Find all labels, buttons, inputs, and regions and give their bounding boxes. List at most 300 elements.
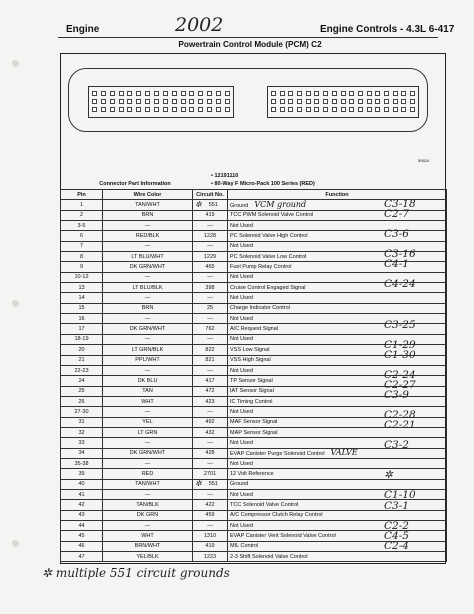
pin-cell <box>61 458 103 468</box>
wire-color-cell <box>103 489 193 499</box>
function-cell-text: EVAP Canister Purge Solenoid Control <box>230 450 325 457</box>
function-cell <box>228 541 447 551</box>
connector-pin <box>101 107 106 112</box>
connector-pin <box>127 107 132 112</box>
connector-pin <box>332 91 337 96</box>
connector-pin <box>349 107 354 112</box>
connector-pin <box>323 99 328 104</box>
pin-cell-text: 39 <box>78 470 85 477</box>
circuit-cell-text: — <box>207 491 213 498</box>
connector-pin <box>410 99 415 104</box>
function-cell-text: A/C Request Signal <box>230 326 278 333</box>
connector-pin <box>198 91 203 96</box>
part-number: 12191110 <box>214 173 239 179</box>
circuit-cell <box>193 376 228 386</box>
function-cell-text: Not Used <box>230 367 253 374</box>
pin-cell <box>61 469 103 479</box>
pin-cell <box>61 479 103 489</box>
handwritten-connector-note: C3-25 <box>384 318 416 331</box>
pin-cell-text: 3-5 <box>77 222 86 229</box>
function-cell <box>228 552 447 562</box>
function-cell-text: PC Solenoid Valve High Control <box>230 233 308 240</box>
function-cell <box>228 500 447 510</box>
circuit-cell <box>193 262 228 272</box>
handwritten-connector-note: C2-21 <box>384 419 416 432</box>
pin-cell-text: 25 <box>78 388 85 395</box>
binder-hole <box>12 540 19 547</box>
pin-cell-text: 9 <box>79 264 84 271</box>
connector-pin <box>172 107 177 112</box>
connector-pin <box>154 99 159 104</box>
connector-pin <box>314 91 319 96</box>
wire-color-cell-text: — <box>144 336 151 343</box>
function-cell <box>228 221 447 231</box>
pin-cell <box>61 521 103 531</box>
connector-pin <box>384 91 389 96</box>
connector-pin <box>198 107 203 112</box>
wire-color-cell <box>103 500 193 510</box>
pin-cell <box>61 489 103 499</box>
pin-cell-text: 14 <box>78 295 85 302</box>
handwritten-year: 2002 <box>175 14 224 36</box>
circuit-cell <box>193 272 228 282</box>
pin-cell <box>61 365 103 375</box>
pin-cell <box>61 334 103 344</box>
wire-color-cell-text: — <box>144 315 151 322</box>
connector-pin <box>341 99 346 104</box>
pin-cell-text: 1 <box>79 202 84 209</box>
circuit-cell <box>193 448 228 458</box>
function-cell-text: Not Used <box>230 295 253 302</box>
function-cell-text: Not Used <box>230 408 253 415</box>
circuit-cell <box>193 355 228 365</box>
circuit-cell <box>193 396 228 406</box>
column-header-pin: Pin <box>61 190 103 200</box>
circuit-cell <box>193 438 228 448</box>
function-cell-text: Not Used <box>230 336 253 343</box>
connector-pin <box>375 107 380 112</box>
handwritten-connector-note: ✲ <box>384 469 393 482</box>
connector-pin <box>216 91 221 96</box>
function-cell-text: PC Solenoid Valve Low Control <box>230 253 307 260</box>
connector-pin <box>225 107 230 112</box>
circuit-cell <box>193 469 228 479</box>
pin-cell <box>61 531 103 541</box>
wire-color-cell-text: DK BLU <box>137 377 158 384</box>
connector-pin <box>110 91 115 96</box>
column-header-wire-color: Wire Color <box>103 190 193 200</box>
pin-cell-text: 2 <box>79 212 84 219</box>
pin-cell <box>61 303 103 313</box>
header-page-ref: Engine Controls - 4.3L 6-417 <box>320 24 455 35</box>
connector-pin <box>349 91 354 96</box>
circuit-cell <box>193 303 228 313</box>
wire-color-cell <box>103 448 193 458</box>
wire-color-cell <box>103 324 193 334</box>
handwritten-connector-note: C1-29 <box>384 338 416 351</box>
wire-color-cell-text: PPL/WHT <box>135 357 160 364</box>
pin-cell <box>61 252 103 262</box>
handwritten-connector-note: C2-2 <box>384 519 409 532</box>
connector-pin <box>280 99 285 104</box>
connector-pin <box>384 107 389 112</box>
circuit-cell-text: — <box>207 295 213 302</box>
function-cell-text: Not Used <box>230 274 253 281</box>
pin-cell-text: 8 <box>79 253 84 260</box>
circuit-cell-text: 1228 <box>203 233 217 240</box>
function-cell <box>228 210 447 220</box>
function-cell-text: Ground <box>230 202 249 209</box>
wire-color-cell <box>103 438 193 448</box>
connector-pin <box>384 99 389 104</box>
function-cell-text: Not Used <box>230 522 253 529</box>
connector-pin <box>410 91 415 96</box>
connector-pin <box>207 91 212 96</box>
circuit-cell-text: 1229 <box>203 253 217 260</box>
wire-color-cell <box>103 252 193 262</box>
circuit-cell-text: — <box>207 439 213 446</box>
handwritten-connector-note: C3-2 <box>384 439 409 452</box>
wire-color-cell <box>103 221 193 231</box>
connector-pin <box>341 107 346 112</box>
pin-cell-text: 40 <box>78 481 85 488</box>
connector-pin <box>314 99 319 104</box>
handwritten-footer-note: ✲ multiple 551 circuit grounds <box>42 566 230 580</box>
pin-cell <box>61 272 103 282</box>
pin-cell-text: 43 <box>78 512 85 519</box>
connector-pin <box>358 99 363 104</box>
circuit-cell <box>193 427 228 437</box>
pin-cell <box>61 293 103 303</box>
circuit-cell <box>193 221 228 231</box>
handwritten-connector-note: C3-1 <box>384 499 409 512</box>
connector-pin <box>271 107 276 112</box>
wire-color-cell-text: — <box>144 295 151 302</box>
circuit-cell-text: 25 <box>206 305 214 312</box>
pin-cell-text: 46 <box>78 543 85 550</box>
circuit-cell-text: 762 <box>205 326 215 333</box>
connector-pin <box>288 91 293 96</box>
connector-pin <box>341 91 346 96</box>
pin-cell <box>61 500 103 510</box>
function-cell <box>228 448 447 458</box>
connector-pin-block-right <box>267 86 419 118</box>
pin-cell-text: 47 <box>78 553 85 560</box>
column-header-circuit: Circuit No. <box>193 190 228 200</box>
circuit-cell-text: — <box>207 274 213 281</box>
connector-pin <box>280 107 285 112</box>
wire-color-cell <box>103 303 193 313</box>
wire-color-cell <box>103 365 193 375</box>
wire-color-cell-text: BRN <box>141 305 154 312</box>
function-cell-text: Not Used <box>230 460 253 467</box>
circuit-cell <box>193 541 228 551</box>
connector-pin <box>216 107 221 112</box>
wire-color-cell <box>103 386 193 396</box>
connector-pin <box>216 99 221 104</box>
pin-cell-text: 22-23 <box>74 367 89 374</box>
circuit-cell-text: 417 <box>205 377 215 384</box>
pin-cell-text: 42 <box>78 501 85 508</box>
connector-pin <box>323 91 328 96</box>
circuit-cell-text: 551 <box>208 202 218 209</box>
circuit-cell-text: — <box>207 460 213 467</box>
wire-color-cell-text: LT BLU/BLK <box>132 284 163 291</box>
connector-pin <box>110 99 115 104</box>
connector-pin <box>332 99 337 104</box>
handwritten-connector-note: C3-16 <box>384 248 416 261</box>
circuit-cell-text: 1223 <box>203 553 217 560</box>
circuit-cell-text: 472 <box>205 388 215 395</box>
handwritten-star-mark: ✲ <box>195 479 202 489</box>
function-cell <box>228 510 447 520</box>
function-cell-text: Not Used <box>230 243 253 250</box>
function-cell-text: IAT Sensor Signal <box>230 388 274 395</box>
function-cell <box>228 458 447 468</box>
connector-pin <box>367 107 372 112</box>
wire-color-cell <box>103 231 193 241</box>
function-cell <box>228 479 447 489</box>
connector-pin <box>163 99 168 104</box>
connector-pin <box>172 91 177 96</box>
connector-pin <box>198 99 203 104</box>
circuit-cell <box>193 241 228 251</box>
connector-meta: • 12191110 • 80-Way F Micro-Pack 100 Series (RED) <box>211 173 315 187</box>
connector-pin <box>367 99 372 104</box>
circuit-cell <box>193 365 228 375</box>
connector-pin <box>306 107 311 112</box>
pin-cell-text: 31 <box>78 419 85 426</box>
pin-cell <box>61 541 103 551</box>
connector-pin <box>127 99 132 104</box>
circuit-cell <box>193 479 228 489</box>
connector-pin <box>172 99 177 104</box>
circuit-cell-text: 822 <box>205 346 215 353</box>
wire-color-cell <box>103 262 193 272</box>
handwritten-connector-note: C1-30 <box>384 348 416 361</box>
function-cell-text: 2-3 Shift Solenoid Valve Control <box>230 553 308 560</box>
wire-color-cell-text: — <box>144 367 151 374</box>
wire-color-cell <box>103 314 193 324</box>
connector-pin <box>306 91 311 96</box>
wire-color-cell-text: DK GRN/WHT <box>129 264 166 271</box>
connector-pin <box>225 99 230 104</box>
pin-cell-text: 32 <box>78 429 85 436</box>
connector-pin <box>136 91 141 96</box>
connector-part-info-heading: Connector Part Information <box>99 181 171 187</box>
circuit-cell <box>193 252 228 262</box>
handwritten-connector-note: C4-1 <box>384 258 409 271</box>
wire-color-cell <box>103 521 193 531</box>
circuit-cell-text: — <box>207 222 213 229</box>
pin-cell <box>61 448 103 458</box>
function-cell <box>228 303 447 313</box>
handwritten-connector-note: C2-28 <box>384 409 416 422</box>
function-cell-text: TP Sensor Signal <box>230 377 273 384</box>
connector-pin <box>314 107 319 112</box>
pin-cell <box>61 262 103 272</box>
handwritten-connector-note: C1-10 <box>384 489 416 502</box>
header-rule <box>58 37 438 38</box>
circuit-cell-text: 459 <box>205 512 215 519</box>
binder-hole <box>12 60 19 67</box>
circuit-cell <box>193 458 228 468</box>
pin-cell-text: 34 <box>78 450 85 457</box>
connector-pin <box>332 107 337 112</box>
page-title: Powertrain Control Module (PCM) C2 <box>178 40 322 49</box>
wire-color-cell <box>103 541 193 551</box>
connector-pin <box>136 99 141 104</box>
pin-cell <box>61 241 103 251</box>
function-cell <box>228 438 447 452</box>
circuit-cell-text: 492 <box>205 419 215 426</box>
pin-cell-text: 18-19 <box>74 336 89 343</box>
function-cell-text: EVAP Canister Vent Solenoid Valve Control <box>230 533 336 540</box>
pin-cell <box>61 386 103 396</box>
wire-color-cell <box>103 407 193 417</box>
wire-color-cell-text: YEL <box>142 419 153 426</box>
wire-color-cell-text: DK GRN/WHT <box>129 450 166 457</box>
pin-cell <box>61 231 103 241</box>
wire-color-cell-text: YEL/BLK <box>136 553 159 560</box>
circuit-cell-text: — <box>207 408 213 415</box>
circuit-cell <box>193 552 228 562</box>
circuit-cell <box>193 489 228 499</box>
table-row <box>61 458 447 468</box>
circuit-cell <box>193 510 228 520</box>
handwritten-connector-note: C4-5 <box>384 529 409 542</box>
header-section: Engine <box>66 24 100 35</box>
handwritten-star-mark: ✲ <box>195 200 202 210</box>
figure-id: 50624 <box>418 158 430 163</box>
pin-cell <box>61 221 103 231</box>
function-cell-text: 12 Volt Reference <box>230 470 274 477</box>
table-row <box>61 510 447 520</box>
pin-cell <box>61 200 103 210</box>
connector-pin <box>163 91 168 96</box>
wire-color-cell-text: — <box>144 522 151 529</box>
circuit-cell <box>193 407 228 417</box>
connector-pin <box>110 107 115 112</box>
pin-cell <box>61 407 103 417</box>
function-cell-text: VSS Low Signal <box>230 346 270 353</box>
pin-cell <box>61 438 103 448</box>
wire-color-cell-text: BRN/WHT <box>134 543 161 550</box>
pin-cell-text: 41 <box>78 491 85 498</box>
connector-description: 80-Way F Micro-Pack 100 Series (RED) <box>214 180 315 187</box>
function-cell-text: VSS High Signal <box>230 357 271 364</box>
function-cell <box>228 531 447 541</box>
connector-pin <box>92 99 97 104</box>
circuit-cell-text: 465 <box>205 264 215 271</box>
connector-pin <box>288 107 293 112</box>
connector-pin <box>101 99 106 104</box>
function-cell-text: Charge Indicator Control <box>230 305 290 312</box>
circuit-cell-text: 821 <box>205 357 215 364</box>
pin-cell-text: 45 <box>78 533 85 540</box>
wire-color-cell <box>103 396 193 406</box>
wire-color-cell <box>103 272 193 282</box>
connector-pin <box>181 99 186 104</box>
wire-color-cell <box>103 293 193 303</box>
pin-cell <box>61 396 103 406</box>
handwritten-connector-note: C3-6 <box>384 228 409 241</box>
pin-cell-text: 6 <box>79 233 84 240</box>
connector-pin <box>145 99 150 104</box>
connector-pin <box>181 107 186 112</box>
pin-cell <box>61 510 103 520</box>
wire-color-cell <box>103 283 193 293</box>
function-cell-text: MAF Sensor Signal <box>230 419 278 426</box>
connector-pin <box>136 107 141 112</box>
pin-cell-text: 21 <box>78 357 85 364</box>
pin-cell <box>61 417 103 427</box>
wire-color-cell-text: LT BLU/WHT <box>131 253 164 260</box>
function-cell-text: MAP Sensor Signal <box>230 429 278 436</box>
pin-cell-text: 17 <box>78 326 85 333</box>
handwritten-connector-note: C3-9 <box>384 388 409 401</box>
connector-pin <box>401 107 406 112</box>
wire-color-cell <box>103 417 193 427</box>
circuit-cell <box>193 386 228 396</box>
connector-pin <box>207 107 212 112</box>
connector-pin <box>393 107 398 112</box>
wire-color-cell-text: DK GRN/WHT <box>129 326 166 333</box>
connector-pin <box>393 91 398 96</box>
wire-color-cell-text: — <box>144 439 151 446</box>
handwritten-inline-note: VCM ground <box>254 199 307 209</box>
handwritten-connector-note: C2-7 <box>384 208 409 221</box>
circuit-cell <box>193 231 228 241</box>
pin-cell <box>61 376 103 386</box>
circuit-cell <box>193 500 228 510</box>
function-cell <box>228 262 447 272</box>
function-cell-text: TCC Solenoid Valve Control <box>230 501 299 508</box>
connector-pin <box>358 107 363 112</box>
circuit-cell-text: 1310 <box>203 533 217 540</box>
connector-pin <box>154 107 159 112</box>
pin-cell-text: 33 <box>78 439 85 446</box>
connector-pin <box>92 107 97 112</box>
circuit-cell-text: — <box>207 367 213 374</box>
pin-cell-text: 44 <box>78 522 85 529</box>
circuit-cell <box>193 324 228 334</box>
connector-pin <box>119 99 124 104</box>
circuit-cell-text: — <box>207 315 213 322</box>
function-cell <box>228 521 447 531</box>
wire-color-cell <box>103 210 193 220</box>
circuit-cell-text: 428 <box>205 450 215 457</box>
function-cell-text: Cruise Control Engaged Signal <box>230 284 306 291</box>
connector-pin <box>127 91 132 96</box>
wire-color-cell <box>103 479 193 489</box>
handwritten-connector-note: C2-27 <box>384 378 416 391</box>
connector-pin <box>119 91 124 96</box>
pin-cell-text: 7 <box>79 243 84 250</box>
connector-pin <box>323 107 328 112</box>
pin-cell-text: 13 <box>78 284 85 291</box>
function-cell-text: TCC PWM Solenoid Valve Control <box>230 212 314 219</box>
circuit-cell <box>193 314 228 324</box>
column-header-function: Function <box>228 190 447 200</box>
wire-color-cell-text: — <box>144 460 151 467</box>
connector-pin <box>375 91 380 96</box>
wire-color-cell-text: LT GRN <box>137 429 158 436</box>
function-cell <box>228 228 447 241</box>
wire-color-cell-text: DK GRN <box>136 512 159 519</box>
handwritten-inline-note: VALVE <box>330 448 358 457</box>
connector-pin <box>367 91 372 96</box>
